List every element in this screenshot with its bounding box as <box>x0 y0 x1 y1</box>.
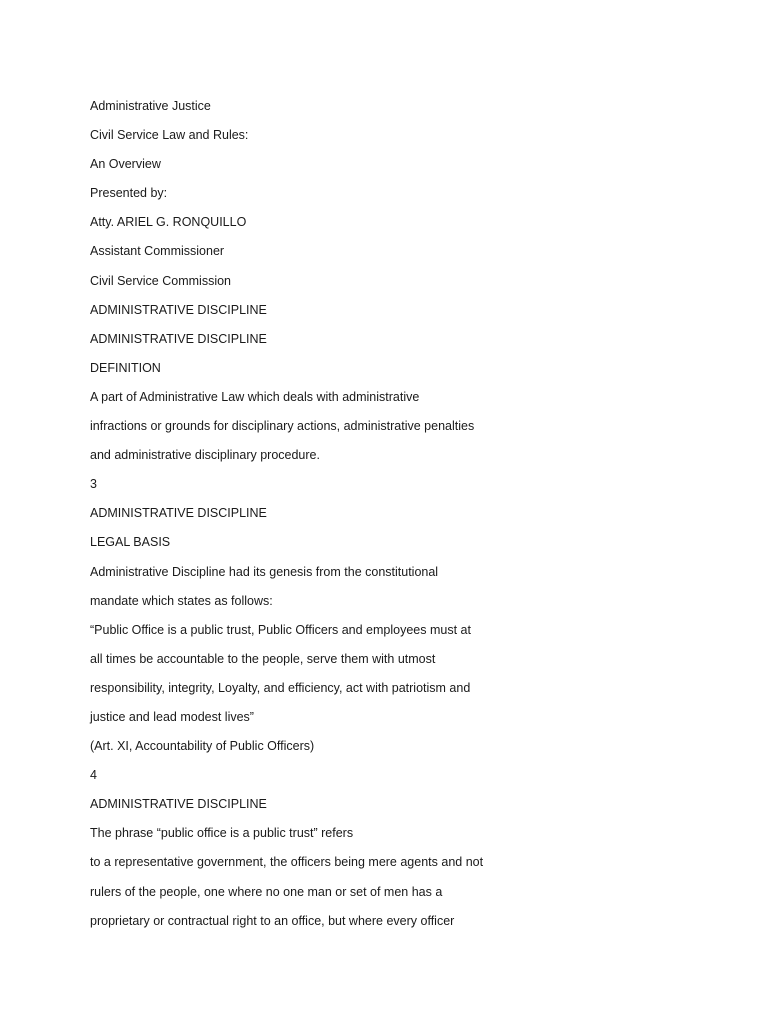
section-heading: ADMINISTRATIVE DISCIPLINE <box>90 302 267 317</box>
slide-number: 4 <box>90 768 97 783</box>
paragraph-line: infractions or grounds for disciplinary actions, administrative penalties <box>90 419 475 434</box>
doc-subtitle: Civil Service Law and Rules: <box>90 128 249 143</box>
paragraph-line: and administrative disciplinary procedure. <box>90 448 320 463</box>
section-heading: ADMINISTRATIVE DISCIPLINE <box>90 331 267 346</box>
paragraph-line: A part of Administrative Law which deals with administrative <box>90 389 420 404</box>
document-body <box>90 92 700 936</box>
presented-by-label: Presented by: <box>90 186 168 201</box>
section-heading: ADMINISTRATIVE DISCIPLINE <box>90 797 267 812</box>
paragraph-line: mandate which states as follows: <box>90 593 273 608</box>
paragraph-line: to a representative government, the officers being mere agents and not <box>90 855 484 870</box>
paragraph-line: rulers of the people, one where no one man or set of men has a <box>90 884 443 899</box>
section-heading: ADMINISTRATIVE DISCIPLINE <box>90 506 267 521</box>
citation-line: (Art. XI, Accountability of Public Officers) <box>90 739 315 754</box>
quote-line: all times be accountable to the people, serve them with utmost <box>90 651 436 666</box>
quote-line: responsibility, integrity, Loyalty, and efficiency, act with patriotism and <box>90 680 471 695</box>
quote-line: justice and lead modest lives” <box>90 709 254 724</box>
presenter-name: Atty. ARIEL G. RONQUILLO <box>90 215 247 230</box>
paragraph-line: The phrase “public office is a public trust” refers <box>90 826 354 841</box>
subsection-heading: DEFINITION <box>90 360 161 375</box>
paragraph-line: Administrative Discipline had its genesis from the constitutional <box>90 564 439 579</box>
paragraph-line: proprietary or contractual right to an office, but where every officer <box>90 913 455 928</box>
subsection-heading: LEGAL BASIS <box>90 535 171 550</box>
quote-line: “Public Office is a public trust, Public Officers and employees must at <box>90 622 471 637</box>
presenter-title: Assistant Commissioner <box>90 244 225 259</box>
doc-subtitle-2: An Overview <box>90 157 161 172</box>
presenter-organization: Civil Service Commission <box>90 273 231 288</box>
doc-title: Administrative Justice <box>90 99 211 113</box>
slide-number: 3 <box>90 477 97 492</box>
